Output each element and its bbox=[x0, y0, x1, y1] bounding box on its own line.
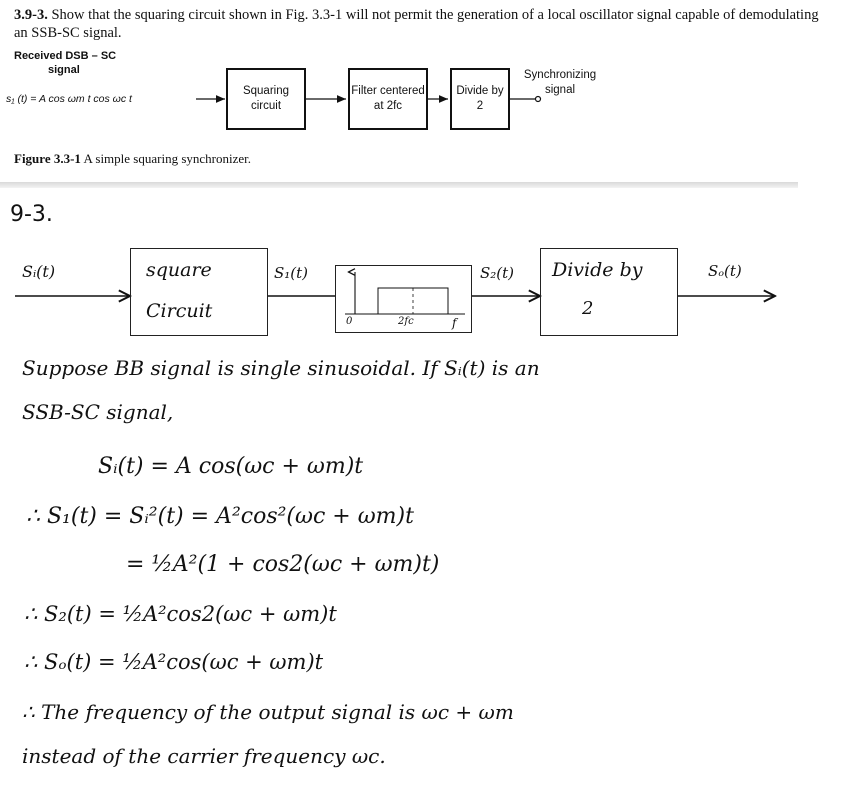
sol-filter-f: f bbox=[452, 316, 457, 330]
sol-output-label: Sₒ(t) bbox=[708, 262, 742, 280]
sol-block1-line1: square bbox=[146, 259, 212, 281]
filter-label: Filter centered at 2fc bbox=[351, 85, 425, 112]
caption-text: A simple squaring synchronizer. bbox=[83, 151, 251, 166]
input-expression: s₁ (t) = A cos ωm t cos ωc t bbox=[6, 93, 132, 105]
output-label: Synchronizing signal bbox=[523, 69, 597, 96]
sol-filter-zero: 0 bbox=[346, 316, 353, 327]
sol-s2-label: S₂(t) bbox=[480, 264, 515, 282]
solution-line-9: instead of the carrier frequency ωc. bbox=[22, 744, 386, 768]
input-label-line1: Received DSB – SC bbox=[14, 50, 117, 62]
solution-line-1: Suppose BB signal is single sinusoidal. If Sᵢ(t) is an bbox=[22, 356, 540, 380]
sol-block1-line2: Circuit bbox=[146, 300, 213, 322]
problem-number: 3.9-3. bbox=[14, 7, 48, 23]
sol-filter-center: 2fc bbox=[398, 316, 414, 327]
solution-heading: 9-3. bbox=[10, 202, 53, 227]
sol-input-label: Sᵢ(t) bbox=[22, 262, 56, 281]
problem-text: Show that the squaring circuit shown in Fig. 3.3-1 will not permit the generation of a local oscillator signal capable of demodulating an SSB-SC signal. bbox=[14, 7, 819, 41]
solution-line-5: = ½A²(1 + cos2(ωc + ωm)t) bbox=[126, 552, 440, 577]
caption-number: Figure 3.3-1 bbox=[14, 151, 81, 166]
solution-line-4: ∴ S₁(t) = Sᵢ²(t) = A²cos²(ωc + ωm)t bbox=[26, 504, 414, 529]
solution-line-3: Sᵢ(t) = A cos(ωc + ωm)t bbox=[98, 454, 364, 479]
solution-line-8: ∴ The frequency of the output signal is ωc + ωm bbox=[22, 700, 514, 724]
solution-line-2: SSB-SC signal, bbox=[22, 400, 174, 424]
sol-block3-line1: Divide by bbox=[552, 259, 643, 281]
solution-line-7: ∴ Sₒ(t) = ½A²cos(ωc + ωm)t bbox=[24, 650, 324, 674]
sol-block3-line2: 2 bbox=[582, 298, 594, 319]
divide-label: Divide by 2 bbox=[456, 85, 504, 112]
input-label-line2: signal bbox=[48, 64, 80, 76]
solution-line-6: ∴ S₂(t) = ½A²cos2(ωc + ωm)t bbox=[24, 602, 337, 626]
sol-s1-label: S₁(t) bbox=[274, 264, 309, 282]
squaring-circuit-label: Squaring circuit bbox=[242, 85, 290, 112]
